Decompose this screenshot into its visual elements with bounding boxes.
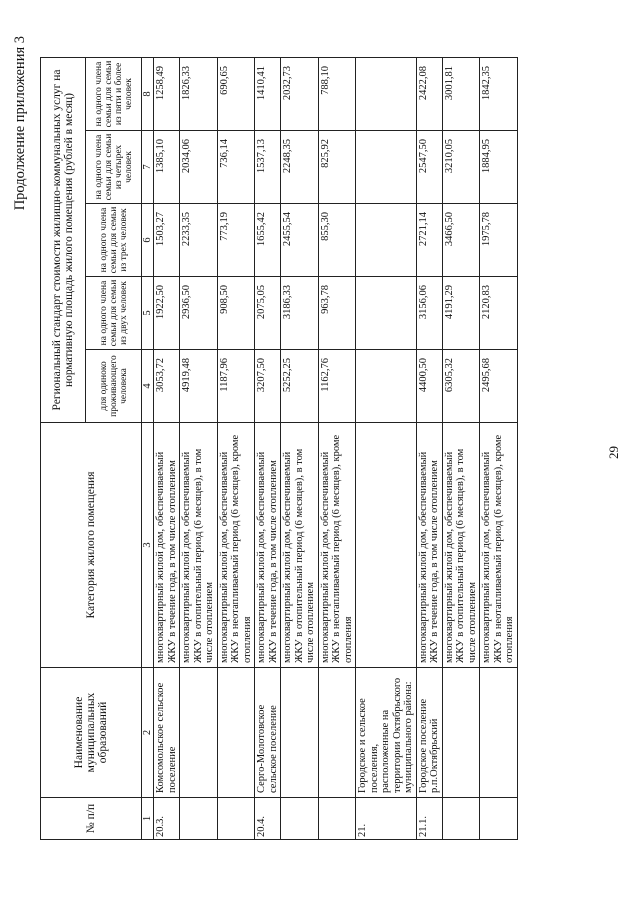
cost-value — [356, 131, 417, 204]
row-number: 20.4. — [255, 798, 281, 840]
table-row — [416, 57, 442, 839]
cost-value: 788,10 — [318, 57, 356, 130]
housing-category: многоквартирный жилой дом, обеспечиваемый ЖКУ в течение года, в том числе отоплением — [416, 423, 442, 668]
cost-value: 1655,42 — [255, 204, 281, 277]
housing-cost-standards-table — [40, 57, 518, 840]
cost-value: 4400,50 — [416, 350, 442, 423]
cost-value: 3001,81 — [442, 57, 480, 130]
row-number — [217, 798, 255, 840]
cost-value: 3186,33 — [281, 277, 319, 350]
row-number: 21.1. — [416, 798, 442, 840]
cost-value: 3207,50 — [255, 350, 281, 423]
housing-category: многоквартирный жилой дом, обеспечиваемый ЖКУ в отопительный период (6 месяцев), в том числе отоплением — [281, 423, 319, 668]
table-body — [154, 57, 518, 839]
municipality-name — [480, 668, 518, 798]
column-number: 2 — [142, 668, 154, 798]
cost-value: 2455,54 — [281, 204, 319, 277]
cost-value: 2495,68 — [480, 350, 518, 423]
cost-value: 2547,50 — [416, 131, 442, 204]
row-number — [442, 798, 480, 840]
column-number: 7 — [142, 131, 154, 204]
column-number: 1 — [142, 798, 154, 840]
appendix-continuation-label: Продолжение приложения 3 — [12, 36, 28, 211]
table-row — [318, 57, 356, 839]
cost-value: 1162,76 — [318, 350, 356, 423]
cost-value: 3156,06 — [416, 277, 442, 350]
housing-category: многоквартирный жилой дом, обеспечиваемый ЖКУ в течение года, в том числе отоплением — [255, 423, 281, 668]
table-row — [255, 57, 281, 839]
housing-category: многоквартирный жилой дом, обеспечиваемый ЖКУ в течение года, в том числе отоплением — [154, 423, 180, 668]
municipality-name — [318, 668, 356, 798]
column-number: 4 — [142, 350, 154, 423]
page-number: 29 — [606, 446, 621, 459]
municipality-name: Серго-Молотовское сельское поселение — [255, 668, 281, 798]
row-number: 20.3. — [154, 798, 180, 840]
row-number: 21. — [356, 798, 417, 840]
municipality-name — [180, 668, 218, 798]
cost-value: 1410,41 — [255, 57, 281, 130]
header-family-of-four: на одного члена семьи для семьи из четырех человек — [86, 131, 142, 204]
header-municipality: Наименование муниципальных образований — [41, 668, 142, 798]
table-row — [442, 57, 480, 839]
table-row — [180, 57, 218, 839]
housing-category: многоквартирный жилой дом, обеспечиваемый ЖКУ в неотапливаемый период (6 месяцев), кроме отопления — [318, 423, 356, 668]
housing-category: многоквартирный жилой дом, обеспечиваемый ЖКУ в отопительный период (6 месяцев), в том числе отоплением — [442, 423, 480, 668]
municipality-name: Комсомольское сельское поселение — [154, 668, 180, 798]
cost-value: 2032,73 — [281, 57, 319, 130]
cost-value: 1537,13 — [255, 131, 281, 204]
cost-value — [356, 57, 417, 130]
cost-value: 1187,96 — [217, 350, 255, 423]
row-number — [180, 798, 218, 840]
municipality-name: Городское и сельское поселения, расположенные на территории Октябрьского муниципального района: — [356, 668, 417, 798]
cost-value — [356, 350, 417, 423]
table-row — [281, 57, 319, 839]
cost-value — [356, 277, 417, 350]
header-single-person: для одиноко проживающего человека — [86, 350, 142, 423]
housing-category — [356, 423, 417, 668]
housing-category: многоквартирный жилой дом, обеспечиваемый ЖКУ в неотапливаемый период (6 месяцев), кроме отопления — [480, 423, 518, 668]
cost-value: 908,50 — [217, 277, 255, 350]
cost-value: 1385,10 — [154, 131, 180, 204]
table-row — [480, 57, 518, 839]
cost-value: 1842,35 — [480, 57, 518, 130]
cost-value: 2034,06 — [180, 131, 218, 204]
header-family-of-two: на одного члена семьи для семьи из двух человек — [86, 277, 142, 350]
cost-value: 6305,32 — [442, 350, 480, 423]
municipality-name — [217, 668, 255, 798]
column-number: 8 — [142, 57, 154, 130]
cost-value: 1884,95 — [480, 131, 518, 204]
table-row — [154, 57, 180, 839]
cost-value: 855,30 — [318, 204, 356, 277]
cost-value: 2936,50 — [180, 277, 218, 350]
column-number: 3 — [142, 423, 154, 668]
header-cost-standard: Региональный стандарт стоимости жилищно-коммунальных услуг на нормативную площадь жилого помещения (рублей в месяц) — [41, 57, 86, 422]
cost-value: 736,14 — [217, 131, 255, 204]
column-number-row — [142, 57, 154, 839]
cost-value: 963,78 — [318, 277, 356, 350]
housing-category: многоквартирный жилой дом, обеспечиваемый ЖКУ в неотапливаемый период (6 месяцев), кроме отопления — [217, 423, 255, 668]
header-family-of-five-plus: на одного члена семьи для семьи из пяти и более человек — [86, 57, 142, 130]
row-number — [480, 798, 518, 840]
cost-value: 773,19 — [217, 204, 255, 277]
table-row — [356, 57, 417, 839]
cost-value — [356, 204, 417, 277]
row-number — [318, 798, 356, 840]
cost-value: 1826,33 — [180, 57, 218, 130]
cost-value: 1975,78 — [480, 204, 518, 277]
header-category: Категория жилого помещения — [41, 423, 142, 668]
cost-value: 2422,08 — [416, 57, 442, 130]
municipality-name — [442, 668, 480, 798]
cost-value: 1503,27 — [154, 204, 180, 277]
header-family-of-three: на одного члена семьи для семьи из трех человек — [86, 204, 142, 277]
table-row — [217, 57, 255, 839]
cost-value: 3466,50 — [442, 204, 480, 277]
cost-value: 3053,72 — [154, 350, 180, 423]
cost-value: 4919,48 — [180, 350, 218, 423]
cost-value: 1258,49 — [154, 57, 180, 130]
header-number: № п/п — [41, 798, 142, 840]
municipality-name: Городское поселение р.п.Октябрьский — [416, 668, 442, 798]
cost-value: 2233,35 — [180, 204, 218, 277]
cost-value: 5252,25 — [281, 350, 319, 423]
cost-value: 4191,29 — [442, 277, 480, 350]
cost-value: 2721,14 — [416, 204, 442, 277]
cost-value: 825,92 — [318, 131, 356, 204]
cost-value: 2120,83 — [480, 277, 518, 350]
municipality-name — [281, 668, 319, 798]
column-number: 5 — [142, 277, 154, 350]
cost-value: 2248,35 — [281, 131, 319, 204]
cost-value: 2075,05 — [255, 277, 281, 350]
cost-value: 3210,05 — [442, 131, 480, 204]
column-number: 6 — [142, 204, 154, 277]
cost-value: 690,65 — [217, 57, 255, 130]
housing-category: многоквартирный жилой дом, обеспечиваемый ЖКУ в отопительный период (6 месяцев), в том числе отоплением — [180, 423, 218, 668]
row-number — [281, 798, 319, 840]
cost-value: 1922,50 — [154, 277, 180, 350]
